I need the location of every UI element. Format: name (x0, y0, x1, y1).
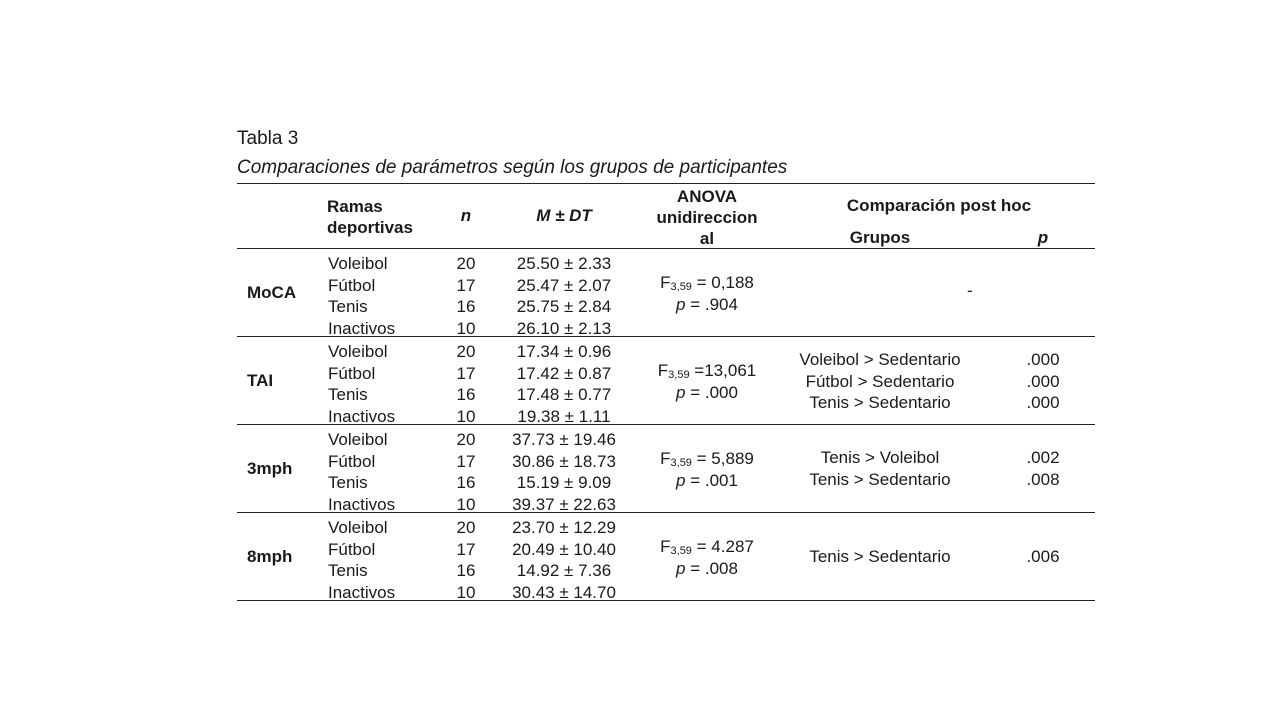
mean-cell: 15.19 ± 9.09 (516, 473, 612, 492)
table-caption: Comparaciones de parámetros según los grupos de participantes (237, 157, 788, 178)
n-cell: 10 (456, 406, 476, 426)
mean-cell: 19.38 ± 1.11 (517, 406, 611, 426)
group-3mph (237, 425, 1095, 512)
post-hoc-comparison: Tenis > Voleibol (820, 448, 940, 467)
table-label: Tabla 3 (237, 128, 299, 149)
post-hoc-groups (783, 546, 977, 568)
n-column (449, 253, 483, 339)
n-column (449, 429, 483, 515)
post-hoc-p-values (1019, 447, 1067, 491)
sport-column (328, 341, 395, 427)
table-figure (237, 126, 1095, 601)
sport-cell: Inactivos (328, 406, 396, 426)
post-hoc-p-values (1019, 546, 1067, 568)
mean-cell: 30.43 ± 14.70 (512, 582, 616, 602)
post-hoc-groups (783, 447, 977, 491)
sport-cell: Voleibol (328, 518, 388, 537)
n-cell: 20 (456, 254, 476, 273)
group-moca (237, 249, 1095, 336)
post-hoc-comparison: Tenis > Sedentario (809, 470, 951, 489)
n-cell: 10 (456, 318, 476, 338)
n-column (449, 517, 483, 603)
mean-column (499, 517, 629, 603)
post-hoc-comparison: Tenis > Sedentario (809, 547, 951, 566)
anova-result: F3,59 = 4.287 p = .008 (660, 537, 754, 578)
n-cell: 16 (456, 561, 476, 580)
group-8mph (237, 513, 1095, 600)
group-name: MoCA (247, 283, 297, 302)
sport-cell: Fútbol (328, 275, 376, 295)
n-cell: 17 (456, 539, 476, 559)
mean-cell: 25.50 ± 2.33 (516, 254, 612, 273)
table-header (237, 184, 1095, 248)
sport-cell: Inactivos (328, 318, 396, 338)
n-column (449, 341, 483, 427)
header-anova: ANOVA unidireccion al (656, 187, 758, 248)
n-cell: 20 (456, 430, 476, 449)
post-hoc-p: .002 (1026, 448, 1060, 467)
mean-cell: 30.86 ± 18.73 (512, 451, 616, 471)
post-hoc-empty: - (967, 281, 973, 300)
mean-cell: 39.37 ± 22.63 (512, 494, 616, 514)
n-cell: 20 (456, 342, 476, 361)
sport-cell: Fútbol (328, 539, 376, 559)
post-hoc-p: .000 (1026, 371, 1060, 391)
post-hoc-p: .006 (1026, 547, 1060, 566)
header-mean: M ± DT (536, 206, 592, 225)
anova-result: F3,59 = 5,889 p = .001 (660, 449, 754, 490)
n-cell: 16 (456, 297, 476, 316)
group-tai (237, 337, 1095, 424)
mean-cell: 17.48 ± 0.77 (516, 385, 612, 404)
post-hoc-p: .000 (1026, 350, 1060, 369)
mean-column (499, 341, 629, 427)
header-ramas: Ramas deportivas (327, 197, 413, 237)
mean-cell: 25.75 ± 2.84 (516, 297, 612, 316)
post-hoc-groups (783, 349, 977, 414)
header-grupos: Grupos (849, 228, 911, 247)
n-cell: 20 (456, 518, 476, 537)
n-cell: 17 (456, 363, 476, 383)
post-hoc-p-values (1019, 349, 1067, 414)
mean-cell: 20.49 ± 10.40 (512, 539, 616, 559)
n-cell: 16 (456, 385, 476, 404)
post-hoc-p: .008 (1026, 470, 1060, 489)
mean-cell: 23.70 ± 12.29 (512, 518, 616, 537)
mean-cell: 17.34 ± 0.96 (516, 342, 612, 361)
group-name: 8mph (247, 547, 293, 566)
header-p: p (1037, 228, 1049, 247)
group-name: TAI (247, 371, 274, 390)
anova-result: F3,59 =13,061 p = .000 (657, 361, 757, 402)
sport-cell: Inactivos (328, 494, 396, 514)
post-hoc-comparison: Fútbol > Sedentario (805, 371, 955, 391)
mean-cell: 17.42 ± 0.87 (516, 363, 612, 383)
sport-cell: Voleibol (328, 254, 388, 273)
mean-cell: 37.73 ± 19.46 (512, 430, 616, 449)
n-cell: 16 (456, 473, 476, 492)
sport-cell: Fútbol (328, 451, 376, 471)
mean-column (499, 253, 629, 339)
mean-cell: 14.92 ± 7.36 (516, 561, 612, 580)
sport-column (328, 429, 395, 515)
n-cell: 17 (456, 451, 476, 471)
sport-cell: Inactivos (328, 582, 396, 602)
mean-cell: 26.10 ± 2.13 (516, 318, 612, 338)
sport-cell: Voleibol (328, 430, 388, 449)
sport-cell: Tenis (328, 561, 368, 580)
post-hoc-comparison: Tenis > Sedentario (809, 393, 951, 412)
mean-cell: 25.47 ± 2.07 (516, 275, 612, 295)
mean-column (499, 429, 629, 515)
header-post-hoc: Comparación post hoc (846, 196, 1032, 215)
sport-cell: Voleibol (328, 342, 388, 361)
post-hoc-p: .000 (1026, 393, 1060, 412)
sport-cell: Tenis (328, 473, 368, 492)
n-cell: 10 (456, 494, 476, 514)
group-name: 3mph (247, 459, 293, 478)
sport-cell: Tenis (328, 385, 368, 404)
anova-result: F3,59 = 0,188 p = .904 (660, 273, 754, 314)
post-hoc-comparison: Voleibol > Sedentario (799, 350, 961, 369)
n-cell: 17 (456, 275, 476, 295)
sport-column (328, 253, 395, 339)
sport-column (328, 517, 395, 603)
header-n: n (460, 206, 472, 225)
n-cell: 10 (456, 582, 476, 602)
sport-cell: Tenis (328, 297, 368, 316)
sport-cell: Fútbol (328, 363, 376, 383)
